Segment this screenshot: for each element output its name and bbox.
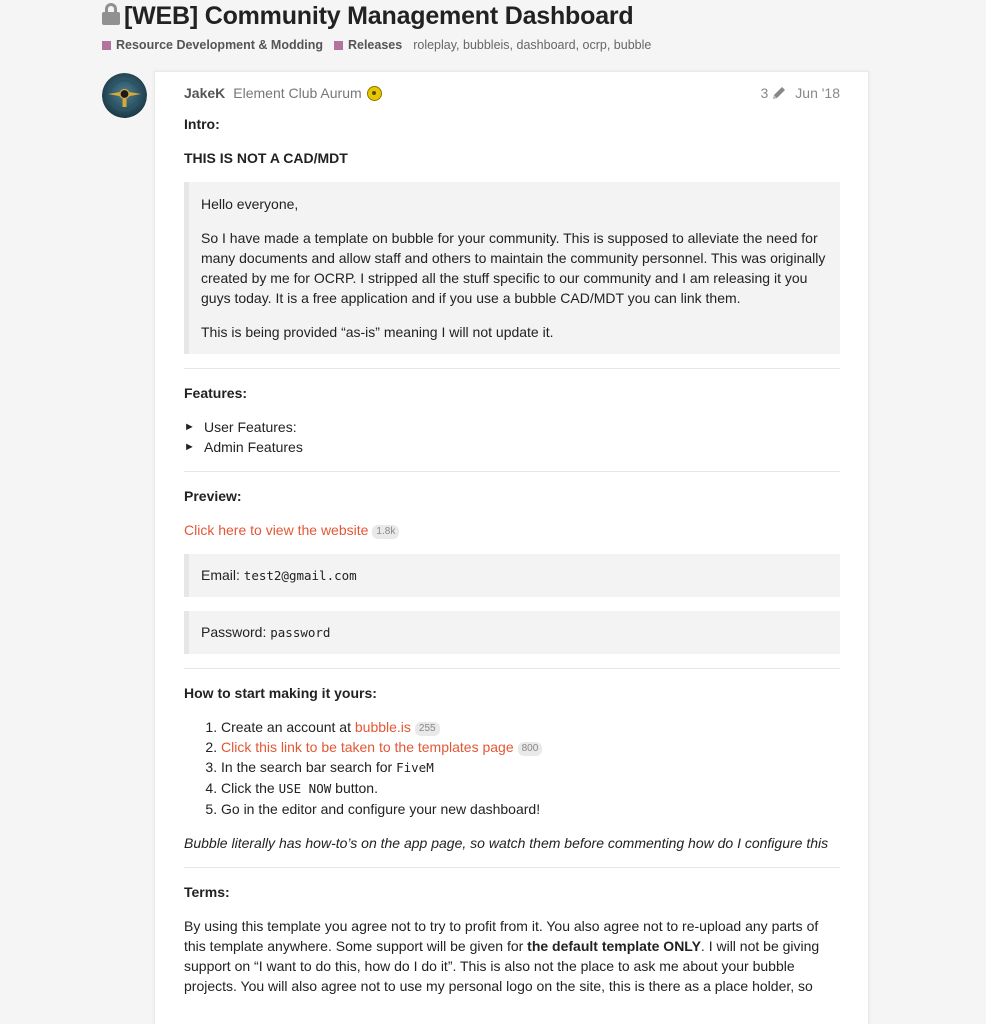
features-heading: Features:	[184, 385, 248, 401]
howto-steps	[221, 717, 840, 819]
divider	[184, 368, 840, 369]
category-badge-releases[interactable]	[334, 38, 402, 52]
lock-icon	[102, 3, 120, 25]
divider	[184, 867, 840, 868]
quote-greeting: Hello everyone,	[201, 196, 299, 212]
intro-heading: Intro:	[184, 116, 220, 132]
terms-paragraph	[184, 916, 840, 996]
terms-bold: the default template ONLY	[527, 938, 701, 954]
intro-blockquote	[184, 182, 840, 354]
list-item	[221, 737, 840, 757]
avatar[interactable]	[102, 73, 147, 118]
category-badge-resource[interactable]	[102, 38, 323, 52]
preview-link[interactable]: Click here to view the website	[184, 522, 369, 538]
details-summary: Admin Features	[204, 439, 303, 455]
title-row	[102, 0, 962, 32]
post-username[interactable]: JakeK	[184, 85, 226, 101]
terms-text: . I will not be giving support on “I want to do this, how do I do it”. This is also not the place to ask me about your bubble projects. You will also agree not to use my personal logo on the site, this is there as a place holder, so	[184, 938, 820, 994]
details-summary: User Features:	[204, 419, 297, 435]
post-body	[184, 72, 840, 1010]
email-value: test2@gmail.com	[243, 568, 357, 583]
step-text: In the search bar search for	[221, 759, 397, 775]
click-count-badge: 800	[518, 742, 543, 756]
click-count-badge: 255	[415, 722, 440, 736]
step-text: Create an account at	[221, 719, 355, 735]
category-color-square	[334, 41, 343, 50]
howto-note: Bubble literally has how-to’s on the app page, so watch them before commenting how do I configure this	[184, 835, 829, 851]
click-count-badge: 1.8k	[372, 525, 399, 539]
list-item	[221, 757, 840, 778]
not-cad-heading: THIS IS NOT A CAD/MDT	[184, 150, 348, 166]
list-item	[221, 799, 840, 819]
email-label: Email:	[201, 567, 240, 583]
post-meta	[184, 72, 840, 114]
step-text: Click the	[221, 780, 279, 796]
preview-paragraph	[184, 520, 840, 540]
terms-text: By using this template you agree not to try to profit from it. You also agree not to re-upload any parts of this template anywhere. Some support will be given for	[184, 918, 819, 954]
step-text: button.	[331, 780, 378, 796]
details-user-features[interactable]	[184, 417, 840, 437]
terms-heading: Terms:	[184, 884, 230, 900]
divider	[184, 668, 840, 669]
inline-code: USE NOW	[278, 781, 332, 796]
templates-link[interactable]: Click this link to be taken to the templates page	[221, 739, 514, 755]
post-card	[154, 71, 869, 1024]
topic-tags[interactable]: roleplay, bubbleis, dashboard, ocrp, bubble	[413, 38, 652, 52]
howto-heading: How to start making it yours:	[184, 685, 377, 701]
pencil-icon[interactable]	[771, 85, 787, 101]
password-label: Password:	[201, 624, 267, 640]
list-item	[221, 717, 840, 737]
password-box	[184, 611, 840, 654]
step-text: Go in the editor and configure your new dashboard!	[221, 801, 541, 817]
email-box	[184, 554, 840, 597]
post-user-title: Element Club Aurum	[233, 85, 362, 101]
category-label: Resource Development & Modding	[116, 38, 323, 52]
topic-header	[102, 0, 962, 55]
inline-code: FiveM	[396, 760, 434, 775]
category-label: Releases	[347, 38, 403, 52]
user-badge-icon[interactable]	[367, 86, 382, 101]
post-content	[184, 114, 840, 996]
preview-heading: Preview:	[184, 488, 242, 504]
avatar-logo-icon	[102, 73, 147, 118]
post-meta-right	[760, 85, 840, 101]
quote-description: So I have made a template on bubble for your community. This is supposed to alleviate the need for many documents and allow staff and others to maintain the community personnel. This was originally created by me for OCRP. I stripped all the stuff specific to our community and I am releasing it you guys today. It is a free application and if you use a bubble CAD/MDT you can link them.	[201, 230, 826, 306]
edit-count[interactable]: 3	[760, 85, 769, 101]
password-value: password	[270, 625, 331, 640]
quote-disclaimer: This is being provided “as-is” meaning I will not update it.	[201, 324, 554, 340]
features-list	[184, 417, 840, 457]
triangle-right-icon: ►	[184, 441, 195, 453]
triangle-right-icon: ►	[184, 421, 195, 433]
topic-title[interactable]: [WEB] Community Management Dashboard	[124, 1, 634, 30]
post-date[interactable]: Jun '18	[795, 85, 840, 101]
divider	[184, 471, 840, 472]
details-admin-features[interactable]	[184, 437, 840, 457]
category-color-square	[102, 41, 111, 50]
list-item	[221, 778, 840, 799]
bubble-link[interactable]: bubble.is	[354, 719, 411, 735]
category-row	[102, 35, 962, 55]
